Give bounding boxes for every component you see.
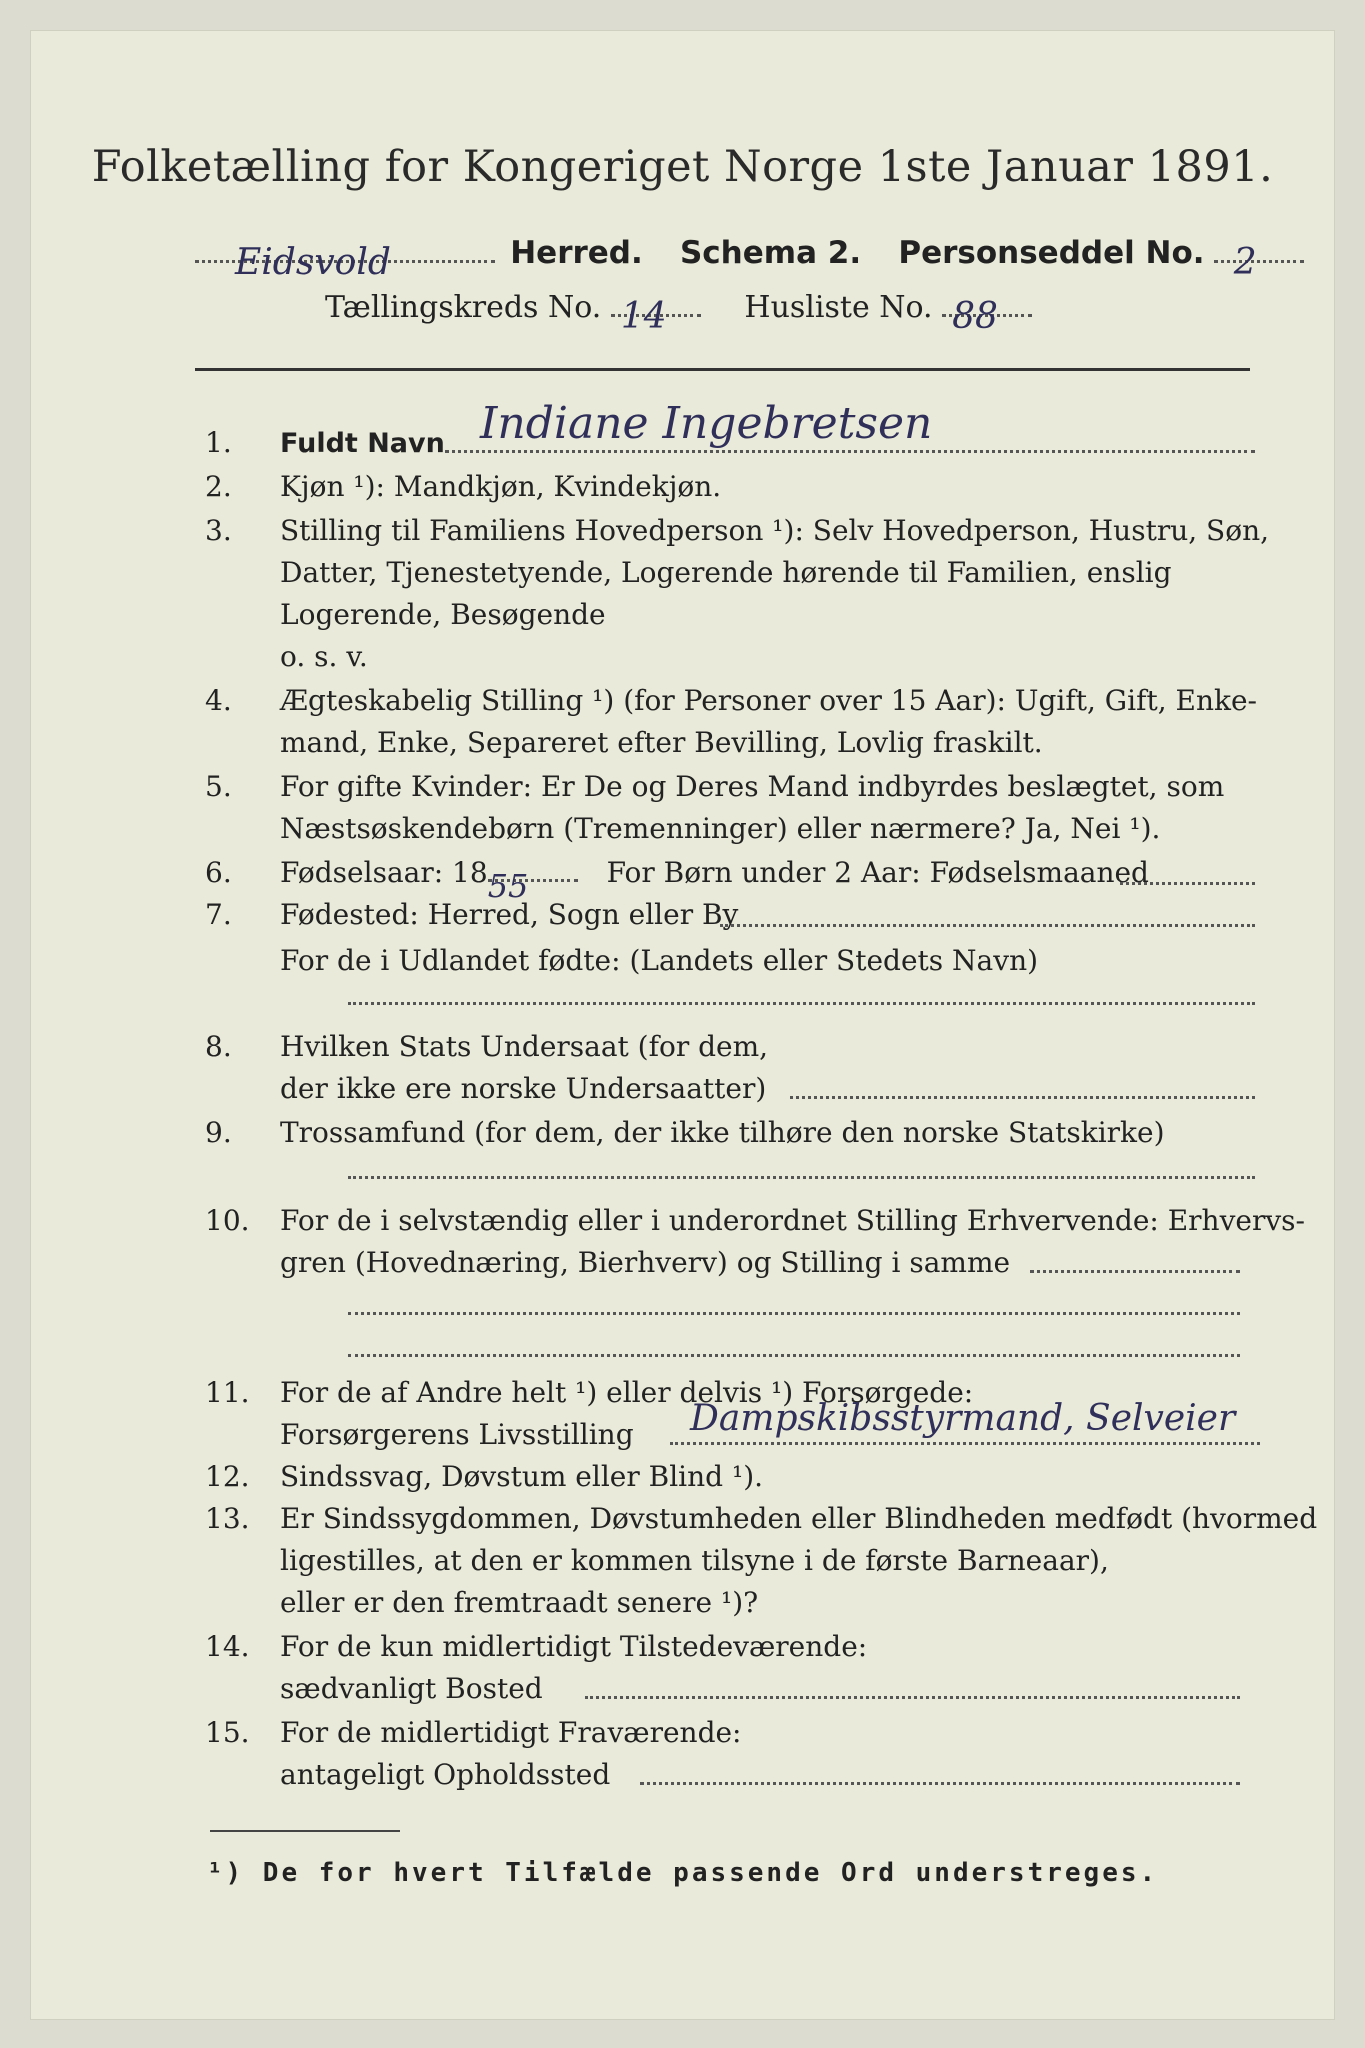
item-number: 8. xyxy=(205,1030,232,1063)
item-number: 12. xyxy=(205,1460,250,1493)
item-congenital-2: ligestilles, at den er kommen tilsyne i de første Barneaar), xyxy=(280,1544,1109,1577)
taellingskreds-row xyxy=(325,290,1032,337)
occupation-line-3 xyxy=(348,1354,1240,1357)
item-number: 13. xyxy=(205,1502,250,1535)
item-number: 15. xyxy=(205,1716,250,1749)
religion-line xyxy=(348,1176,1255,1179)
item-temporary-present-1: For de kun midlertidigt Tilstedeværende: xyxy=(280,1630,868,1663)
birth-month-line xyxy=(1120,882,1255,885)
item-disability: Sindssvag, Døvstum eller Blind ¹). xyxy=(280,1460,764,1493)
full-name-value: Indiane Ingebretsen xyxy=(480,398,933,449)
occupation-line-2 xyxy=(348,1312,1240,1315)
livsstilling-line xyxy=(670,1442,1260,1445)
item-supported-2: Forsørgerens Livsstilling xyxy=(280,1418,634,1451)
opholdssted-line xyxy=(640,1782,1240,1785)
item-supported-1: For de af Andre helt ¹) eller delvis ¹) Forsørgede: xyxy=(280,1376,974,1409)
birthplace-abroad-line xyxy=(348,1002,1255,1005)
item-occupation-1: For de i selvstændig eller i underordnet Stilling Erhvervende: Erhvervs- xyxy=(280,1204,1306,1237)
item-number: 4. xyxy=(205,684,232,717)
item-birth-year: Fødselsaar: 18 55 For Børn under 2 Aar: Fødselsmaaned xyxy=(280,856,1149,905)
item-temporary-absent-2: antageligt Opholdssted xyxy=(280,1758,611,1791)
bosted-line xyxy=(585,1696,1240,1699)
item-temporary-absent-1: For de midlertidigt Fraværende: xyxy=(280,1716,742,1749)
item-family-position-2: Datter, Tjenestetyende, Logerende hørende til Familien, enslig xyxy=(280,556,1172,589)
herred-label: Herred. xyxy=(510,235,643,271)
item-birthplace-2: For de i Udlandet fødte: (Landets eller Stedets Navn) xyxy=(280,944,1039,977)
item-number: 10. xyxy=(205,1204,250,1237)
herred-row xyxy=(195,235,1304,283)
herred-field xyxy=(195,242,495,283)
header-divider xyxy=(195,368,1250,371)
citizenship-line xyxy=(790,1096,1255,1099)
taellingskreds-label: Tællingskreds No. xyxy=(325,290,602,325)
item-married-women-1: For gifte Kvinder: Er De og Deres Mand indbyrdes beslægtet, som xyxy=(280,770,1225,803)
item-birthplace-1: Fødested: Herred, Sogn eller By xyxy=(280,898,739,931)
husliste-label: Husliste No. xyxy=(744,290,933,325)
item-full-name: Fuldt Navn xyxy=(280,428,445,459)
item-family-position-3: Logerende, Besøgende xyxy=(280,598,606,631)
husliste-field xyxy=(942,296,1032,337)
taellingskreds-field xyxy=(611,296,701,337)
form-title: Folketælling for Kongeriget Norge 1ste Januar 1891. xyxy=(91,142,1274,192)
item-family-position-4: o. s. v. xyxy=(280,640,368,673)
livsstilling-value: Dampskibsstyrmand, Selveier xyxy=(690,1398,1236,1439)
item-religion: Trossamfund (for dem, der ikke tilhøre den norske Statskirke) xyxy=(280,1116,1165,1149)
item-congenital-3: eller er den fremtraadt senere ¹)? xyxy=(280,1586,759,1619)
census-form xyxy=(30,30,1335,2020)
birthplace-line xyxy=(720,924,1255,927)
item-gender: Kjøn ¹): Mandkjøn, Kvindekjøn. xyxy=(280,470,722,503)
item-number: 2. xyxy=(205,470,232,503)
item-number: 7. xyxy=(205,898,232,931)
item-married-women-2: Næstsøskendebørn (Tremenninger) eller nærmere? Ja, Nei ¹). xyxy=(280,812,1161,845)
taellingskreds-value: 14 xyxy=(620,296,667,337)
item-number: 11. xyxy=(205,1376,250,1409)
herred-value: Eidsvold xyxy=(235,242,391,283)
item-number: 14. xyxy=(205,1630,250,1663)
footnote-rule xyxy=(210,1830,400,1832)
occupation-line-1 xyxy=(1030,1270,1240,1273)
item-number: 5. xyxy=(205,770,232,803)
item-marital-1: Ægteskabelig Stilling ¹) (for Personer over 15 Aar): Ugift, Gift, Enke- xyxy=(280,684,1257,717)
item-family-position-1: Stilling til Familiens Hovedperson ¹): Selv Hovedperson, Hustru, Søn, xyxy=(280,514,1270,547)
item-marital-2: mand, Enke, Separeret efter Bevilling, Lovlig fraskilt. xyxy=(280,726,1043,759)
item-citizenship-1: Hvilken Stats Undersaat (for dem, xyxy=(280,1030,769,1063)
full-name-line xyxy=(445,450,1255,453)
birth-year-value: 55 xyxy=(487,867,529,905)
item-number: 9. xyxy=(205,1116,232,1149)
item-number: 1. xyxy=(205,426,232,459)
item-occupation-2: gren (Hovednæring, Bierhverv) og Stilling i samme xyxy=(280,1246,1011,1279)
footnote: ¹) De for hvert Tilfælde passende Ord understreges. xyxy=(206,1858,1159,1888)
item-congenital-1: Er Sindssygdommen, Døvstumheden eller Blindheden medfødt (hvormed xyxy=(280,1502,1318,1535)
schema-label: Schema 2. xyxy=(679,235,862,271)
husliste-value: 88 xyxy=(952,296,998,337)
personseddel-field xyxy=(1214,242,1304,283)
item-number: 3. xyxy=(205,514,232,547)
item-citizenship-2: der ikke ere norske Undersaatter) xyxy=(280,1072,767,1105)
item-number: 6. xyxy=(205,856,232,889)
personseddel-label: Personseddel No. xyxy=(898,235,1205,271)
personseddel-value: 2 xyxy=(1233,242,1257,283)
item-temporary-present-2: sædvanligt Bosted xyxy=(280,1672,543,1705)
